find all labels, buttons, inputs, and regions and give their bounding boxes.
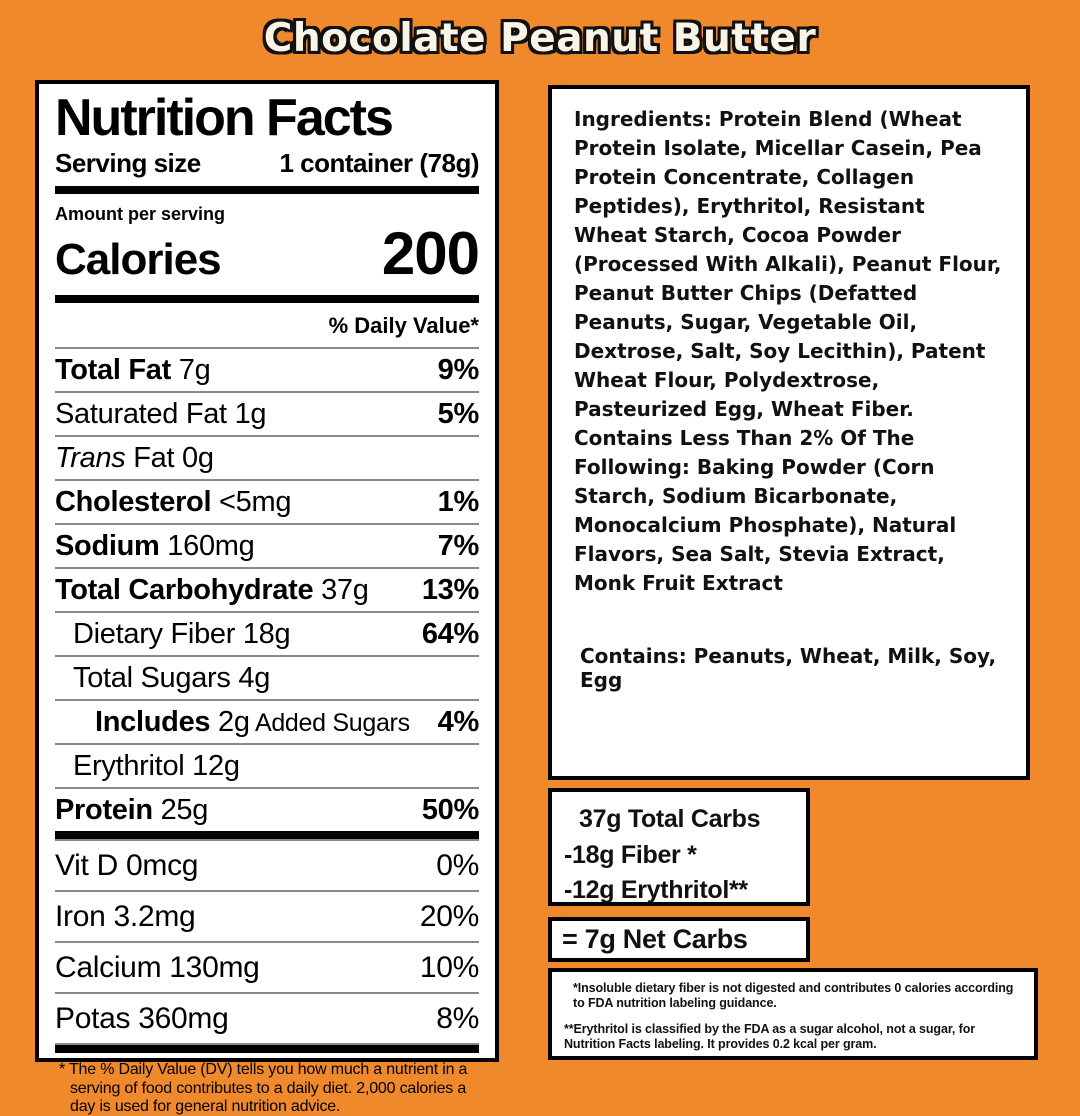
footnotes-panel [548,968,1038,1060]
calories-label: Calories [55,235,221,285]
net-carbs-lines [564,802,794,909]
net-carbs-result-panel [548,917,810,962]
erythritol-footnote: **Erythritol is classified by the FDA as a sugar alcohol, not a sugar, for Nutrition Facts labeling. It provides 0.2 kcal per gram. [564,1022,975,1051]
ingredients-panel [548,85,1030,780]
nutrient-row: Saturated Fat 1g 5% [55,391,479,435]
nutrient-row: Protein 25g 50% [55,787,479,831]
net-carbs-result: = 7g Net Carbs [562,924,748,954]
nutrient-row: Calcium 130mg 10% [55,941,479,992]
net-carbs-line: 37g Total Carbs [579,805,761,833]
thick-divider [55,295,479,303]
daily-value-footnote: * The % Daily Value (DV) tells you how much a nutrient in a serving of food contributes to a daily diet. 2,000 calories a day is used for general nutrition advice. [59,1061,468,1115]
fiber-footnote: *Insoluble dietary fiber is not digested and contributes 0 calories according to FDA nutrition labeling guidance. [573,981,1014,1010]
allergens-text: Contains: Peanuts, Wheat, Milk, Soy, Egg [580,644,997,692]
nutrient-row: Potas 360mg 8% [55,992,479,1043]
serving-size-label: Serving size [55,148,201,179]
nutrient-row: Cholesterol <5mg 1% [55,479,479,523]
net-carbs-line: -18g Fiber * [564,840,697,869]
nutrient-row: Erythritol 12g [55,743,479,787]
vitamin-rows [55,839,479,1045]
nutrient-row: Total Carbohydrate 37g 13% [55,567,479,611]
nutrition-facts-heading: Nutrition Facts [55,89,392,147]
thick-divider [55,186,479,194]
serving-size-row [55,148,479,179]
calories-value: 200 [381,220,479,288]
nutrient-row: Vit D 0mcg 0% [55,839,479,890]
nutrient-row: Sodium 160mg 7% [55,523,479,567]
nutrient-row: Trans Fat 0g [55,435,479,479]
thick-divider [55,1045,479,1053]
nutrient-rows [55,347,479,831]
net-carbs-panel [548,788,810,906]
thick-divider [55,831,479,839]
nutrient-row: Iron 3.2mg 20% [55,890,479,941]
serving-size-value: 1 container (78g) [279,148,479,179]
calories-row [55,220,479,288]
daily-value-header: % Daily Value* [328,313,479,339]
net-carbs-line: -12g Erythritol** [564,876,748,904]
page-title: Chocolate Peanut Butter [263,16,817,61]
nutrition-facts-label [35,80,499,1115]
nutrient-row: Includes 2g Added Sugars 4% [55,699,479,743]
ingredients-text: Ingredients: Protein Blend (Wheat Protein Isolate, Micellar Casein, Pea Protein Concentrate, Collagen Peptides), Erythritol, Resistant Wheat Starch, Cocoa Powder (Processed With Alkali), Peanut Flour, Peanut Butter Chips (Defatted Peanuts, Sugar, Vegetable Oil, Dextrose, Salt, Soy Lecithin), Patent Wheat Flour, Polydextrose, Pasteurized Egg, Wheat Fiber. Contains Less Than 2% Of The Following: Baking Powder (Corn Starch, Sodium Bicarbonate, Monocalcium Phosphate), Natural Flavors, Sea Salt, Stevia Extract, Monk Fruit Extract [574,107,1002,595]
nutrient-row: Dietary Fiber 18g 64% [55,611,479,655]
nutrient-row: Total Sugars 4g [55,655,479,699]
nutrient-row: Total Fat 7g 9% [55,347,479,391]
amount-per-serving-label: Amount per serving [55,204,226,225]
